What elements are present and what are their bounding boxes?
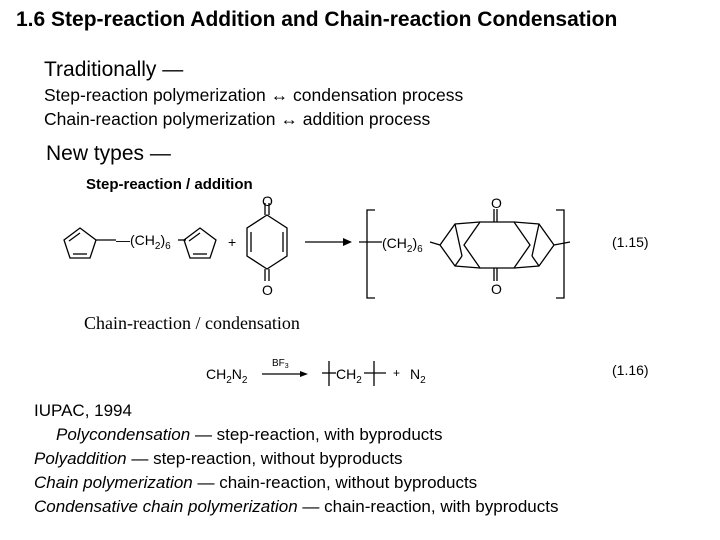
equation-number-1-15: (1.15) <box>612 234 649 250</box>
diazomethane: $CH_2N_2$ <box>206 366 248 386</box>
product-polycyclic-unit <box>430 209 570 281</box>
oxygen-label: O <box>262 282 273 298</box>
repeat-bracket-right <box>556 210 564 298</box>
definition-term: Chain polymerization <box>34 473 193 492</box>
definition-right: condensation process <box>293 85 464 105</box>
definition-term: Condensative chain polymerization <box>34 497 298 516</box>
methylene-repeat-unit: $CH_2$ <box>336 366 362 386</box>
new-types-dash: — <box>144 142 171 165</box>
oxygen-label: O <box>491 195 502 211</box>
repeat-bracket-left <box>367 210 375 298</box>
definition-left: Chain-reaction polymerization <box>44 109 276 129</box>
reactant-linker: $—(CH_2)_6$ <box>116 232 171 252</box>
iupac-heading: IUPAC, 1994 <box>34 401 132 420</box>
iupac-definition: Polyaddition — step-reaction, without byproducts <box>34 449 403 468</box>
equation-number-1-16: (1.16) <box>612 362 649 378</box>
double-arrow-icon: ↔ <box>280 109 298 129</box>
definition-description: chain-reaction, with byproducts <box>324 497 559 516</box>
oxygen-label: O <box>262 193 273 209</box>
new-types-heading-text: New types <box>46 142 145 165</box>
nitrogen-byproduct: $N_2$ <box>410 366 426 386</box>
slide-title: 1.6 Step-reaction Addition and Chain-reaction Condensation <box>16 8 618 31</box>
iupac-definition: Polycondensation — step-reaction, with byproducts <box>56 425 443 444</box>
arrow-head-2 <box>300 371 308 377</box>
arrow-head <box>343 238 352 246</box>
plus-sign: + <box>228 234 237 250</box>
benzoquinone-ring <box>247 203 287 281</box>
chain-condensation-label: Chain-reaction / condensation <box>84 313 300 333</box>
definition-right: addition process <box>302 109 431 129</box>
definition-term: Polyaddition <box>34 449 127 468</box>
iupac-definition: Condensative chain polymerization — chain-reaction, with byproducts <box>34 497 559 516</box>
traditionally-dash: — <box>156 58 184 81</box>
step-addition-label: Step-reaction / addition <box>86 176 253 193</box>
definition-left: Step-reaction polymerization <box>44 85 266 105</box>
iupac-definition: Chain polymerization — chain-reaction, without byproducts <box>34 473 478 492</box>
plus-sign-2: + <box>393 366 401 380</box>
double-arrow-icon: ↔ <box>270 85 289 105</box>
definition-term: Polycondensation <box>56 425 191 444</box>
oxygen-label: O <box>491 281 502 297</box>
cyclopentadiene-ring-right <box>184 228 216 258</box>
traditionally-heading-text: Traditionally <box>44 58 157 81</box>
cyclopentadiene-ring-left <box>64 228 96 258</box>
definition-description: chain-reaction, without byproducts <box>219 473 478 492</box>
catalyst-bf3: $BF_3$ <box>272 358 289 370</box>
definition-description: step-reaction, without byproducts <box>153 449 403 468</box>
definition-description: step-reaction, with byproducts <box>216 425 443 444</box>
product-linker: $(CH_2)_6$ <box>382 235 423 255</box>
